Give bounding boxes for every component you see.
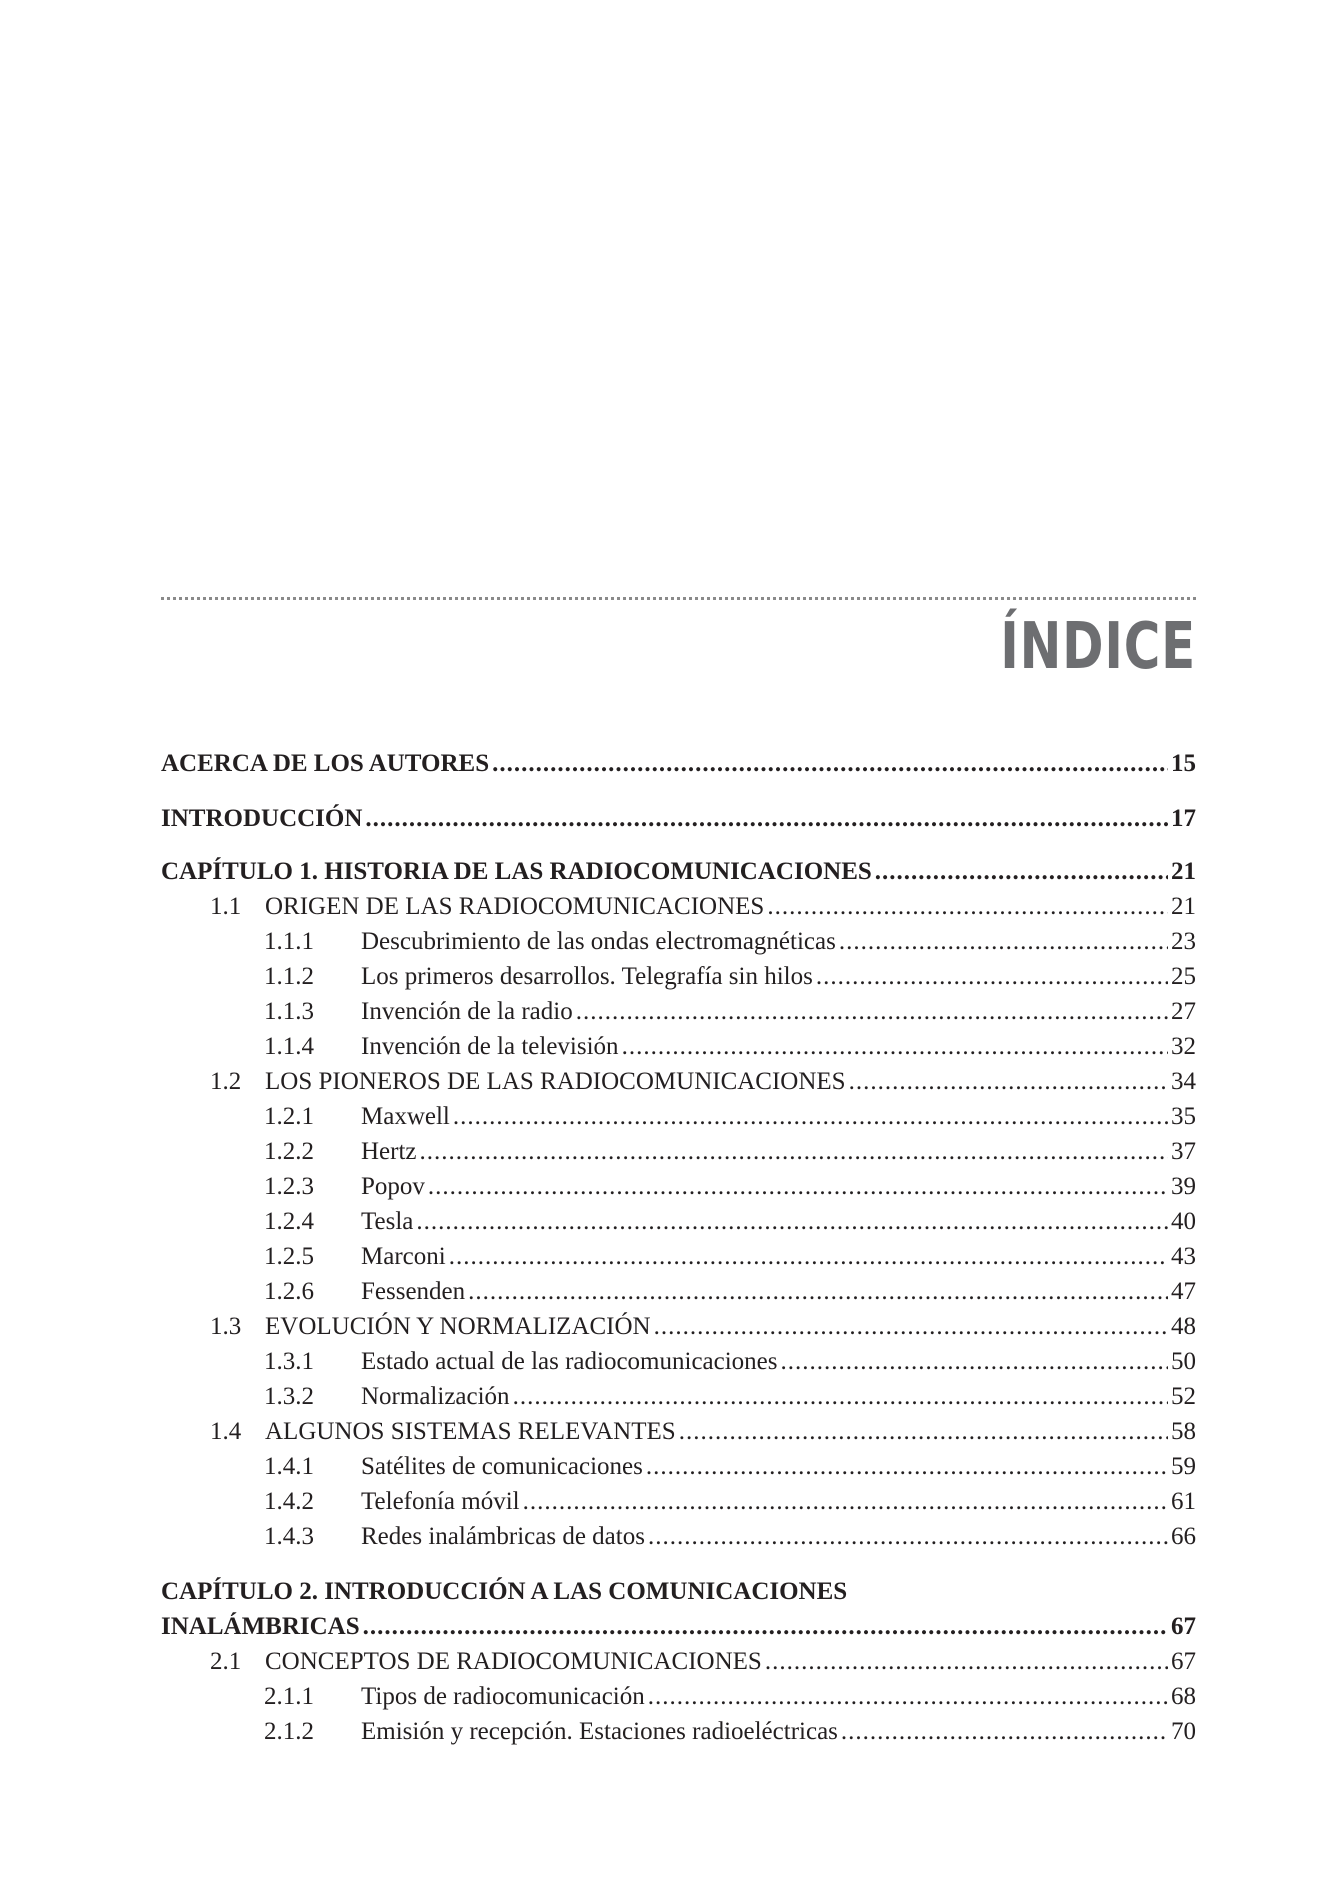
toc-entry-page: 66 — [1171, 1523, 1196, 1550]
toc-entry-page: 34 — [1171, 1068, 1196, 1095]
dot-leader — [648, 1680, 1168, 1714]
dot-leader — [875, 855, 1168, 889]
toc-entry[interactable] — [161, 1715, 1196, 1749]
toc-entry[interactable] — [161, 1520, 1196, 1554]
toc-entry-page: 21 — [1171, 858, 1196, 885]
toc-entry-number: 1.2.5 — [264, 1243, 314, 1270]
dot-leader — [849, 1065, 1168, 1099]
dot-leader — [416, 1205, 1168, 1239]
toc-entry-number: 2.1 — [210, 1648, 242, 1675]
toc-entry-page: 58 — [1171, 1418, 1196, 1445]
toc-entry-page: 32 — [1171, 1033, 1196, 1060]
toc-entry-label: ACERCA DE LOS AUTORES — [161, 750, 490, 777]
toc-entry-page: 40 — [1171, 1208, 1196, 1235]
dot-leader — [781, 1345, 1168, 1379]
toc-entry-number: 1.2.4 — [264, 1208, 314, 1235]
toc-entry-number: 1.2.3 — [264, 1173, 314, 1200]
toc-entry-number: 2.1.1 — [264, 1683, 314, 1710]
dot-leader — [420, 1135, 1168, 1169]
toc-entry[interactable] — [161, 1575, 1196, 1609]
toc-entry-label: Popov — [361, 1173, 425, 1200]
toc-entry-page: 25 — [1171, 963, 1196, 990]
dot-leader — [816, 960, 1168, 994]
toc-entry-label: INTRODUCCIÓN — [161, 805, 363, 832]
toc-entry-label: ORIGEN DE LAS RADIOCOMUNICACIONES — [265, 893, 765, 920]
toc-entry-label: Satélites de comunicaciones — [361, 1453, 643, 1480]
dot-leader — [363, 1610, 1168, 1644]
toc-entry[interactable] — [161, 1485, 1196, 1519]
toc-entry-label: Invención de la televisión — [361, 1033, 619, 1060]
dot-leader — [523, 1485, 1168, 1519]
toc-entry-page: 59 — [1171, 1453, 1196, 1480]
toc-entry-number: 1.2.6 — [264, 1278, 314, 1305]
toc-entry[interactable] — [161, 890, 1196, 924]
toc-entry-page: 67 — [1171, 1613, 1196, 1640]
toc-entry-page: 68 — [1171, 1683, 1196, 1710]
toc-entry[interactable] — [161, 802, 1196, 836]
toc-entry-number: 1.2 — [210, 1068, 242, 1095]
toc-entry[interactable] — [161, 1610, 1196, 1644]
toc-entry-label: Normalización — [361, 1383, 510, 1410]
toc-entry-label: Estado actual de las radiocomunicaciones — [361, 1348, 778, 1375]
toc-entry-page: 70 — [1171, 1718, 1196, 1745]
toc-entry-label: CAPÍTULO 1. HISTORIA DE LAS RADIOCOMUNICACIONES — [161, 858, 872, 885]
toc-entry-number: 1.1.4 — [264, 1033, 314, 1060]
toc-entry[interactable] — [161, 1415, 1196, 1449]
dotted-divider — [161, 597, 1196, 600]
toc-entry-label: LOS PIONEROS DE LAS RADIOCOMUNICACIONES — [265, 1068, 846, 1095]
toc-entry-page: 35 — [1171, 1103, 1196, 1130]
toc-entry-number: 1.3.2 — [264, 1383, 314, 1410]
toc-entry-label: Invención de la radio — [361, 998, 573, 1025]
toc-entry-page: 52 — [1171, 1383, 1196, 1410]
toc-entry-label: Los primeros desarrollos. Telegrafía sin hilos — [361, 963, 813, 990]
dot-leader — [767, 890, 1168, 924]
toc-entry[interactable] — [161, 747, 1196, 781]
toc-entry-label: Hertz — [361, 1138, 417, 1165]
toc-entry-label: Maxwell — [361, 1103, 450, 1130]
toc-entry-number: 1.4.2 — [264, 1488, 314, 1515]
dot-leader — [654, 1310, 1168, 1344]
toc-entry-label: Descubrimiento de las ondas electromagnéticas — [361, 928, 836, 955]
toc-entry-label: INALÁMBRICAS — [161, 1613, 360, 1640]
toc-entry[interactable] — [161, 1030, 1196, 1064]
toc-entry[interactable] — [161, 1275, 1196, 1309]
toc-entry-label: CAPÍTULO 2. INTRODUCCIÓN A LAS COMUNICACIONES — [161, 1578, 848, 1605]
toc-entry-label: Redes inalámbricas de datos — [361, 1523, 645, 1550]
toc-entry[interactable] — [161, 1310, 1196, 1344]
toc-entry[interactable] — [161, 1205, 1196, 1239]
toc-entry[interactable] — [161, 855, 1196, 889]
toc-entry-number: 1.4 — [210, 1418, 242, 1445]
dot-leader — [365, 802, 1168, 836]
dot-leader — [428, 1170, 1168, 1204]
toc-entry-number: 1.1.1 — [264, 928, 314, 955]
toc-entry-number: 1.2.2 — [264, 1138, 314, 1165]
toc-entry-page: 67 — [1171, 1648, 1196, 1675]
toc-entry-page: 27 — [1171, 998, 1196, 1025]
toc-entry-label: ALGUNOS SISTEMAS RELEVANTES — [265, 1418, 676, 1445]
toc-entry-page: 47 — [1171, 1278, 1196, 1305]
toc-entry-page: 37 — [1171, 1138, 1196, 1165]
dot-leader — [679, 1415, 1168, 1449]
dot-leader — [513, 1380, 1168, 1414]
toc-entry[interactable] — [161, 960, 1196, 994]
toc-entry-number: 1.1 — [210, 893, 242, 920]
toc-entry-number: 1.3.1 — [264, 1348, 314, 1375]
dot-leader — [839, 925, 1168, 959]
page-title: ÍNDICE — [1000, 610, 1196, 684]
toc-entry[interactable] — [161, 1065, 1196, 1099]
dot-leader — [576, 995, 1168, 1029]
toc-entry-page: 50 — [1171, 1348, 1196, 1375]
toc-entry-page: 23 — [1171, 928, 1196, 955]
toc-entry[interactable] — [161, 1240, 1196, 1274]
toc-entry[interactable] — [161, 1380, 1196, 1414]
toc-entry-label: EVOLUCIÓN Y NORMALIZACIÓN — [265, 1313, 651, 1340]
toc-entry-label: Marconi — [361, 1243, 446, 1270]
dot-leader — [468, 1275, 1168, 1309]
dot-leader — [841, 1715, 1168, 1749]
toc-entry-page: 61 — [1171, 1488, 1196, 1515]
toc-entry[interactable] — [161, 1170, 1196, 1204]
toc-entry-label: CONCEPTOS DE RADIOCOMUNICACIONES — [265, 1648, 762, 1675]
toc-entry-number: 1.4.1 — [264, 1453, 314, 1480]
toc-entry-label: Fessenden — [361, 1278, 466, 1305]
toc-entry[interactable] — [161, 925, 1196, 959]
toc-entry-page: 17 — [1171, 805, 1196, 832]
dot-leader — [449, 1240, 1168, 1274]
toc-entry[interactable] — [161, 1450, 1196, 1484]
toc-entry[interactable] — [161, 995, 1196, 1029]
toc-entry-number: 2.1.2 — [264, 1718, 314, 1745]
toc-entry[interactable] — [161, 1100, 1196, 1134]
toc-entry-label: Emisión y recepción. Estaciones radioeléctricas — [361, 1718, 838, 1745]
toc-entry-number: 1.1.2 — [264, 963, 314, 990]
dot-leader — [453, 1100, 1168, 1134]
toc-entry-number: 1.2.1 — [264, 1103, 314, 1130]
toc-entry-page: 39 — [1171, 1173, 1196, 1200]
toc-entry-number: 1.3 — [210, 1313, 242, 1340]
toc-entry-number: 1.4.3 — [264, 1523, 314, 1550]
toc-entry-page: 48 — [1171, 1313, 1196, 1340]
dot-leader — [492, 747, 1168, 781]
dot-leader — [622, 1030, 1168, 1064]
toc-entry-label: Tipos de radiocomunicación — [361, 1683, 645, 1710]
toc-entry[interactable] — [161, 1645, 1196, 1679]
toc-entry[interactable] — [161, 1680, 1196, 1714]
toc-entry[interactable] — [161, 1345, 1196, 1379]
toc-entry-label: Telefonía móvil — [361, 1488, 520, 1515]
toc-entry-page: 43 — [1171, 1243, 1196, 1270]
toc-entry-page: 15 — [1171, 750, 1196, 777]
toc-entry-number: 1.1.3 — [264, 998, 314, 1025]
toc-entry-page: 21 — [1171, 893, 1196, 920]
dot-leader — [765, 1645, 1168, 1679]
toc-entry[interactable] — [161, 1135, 1196, 1169]
toc-entry-label: Tesla — [361, 1208, 414, 1235]
dot-leader — [646, 1450, 1168, 1484]
dot-leader — [648, 1520, 1168, 1554]
